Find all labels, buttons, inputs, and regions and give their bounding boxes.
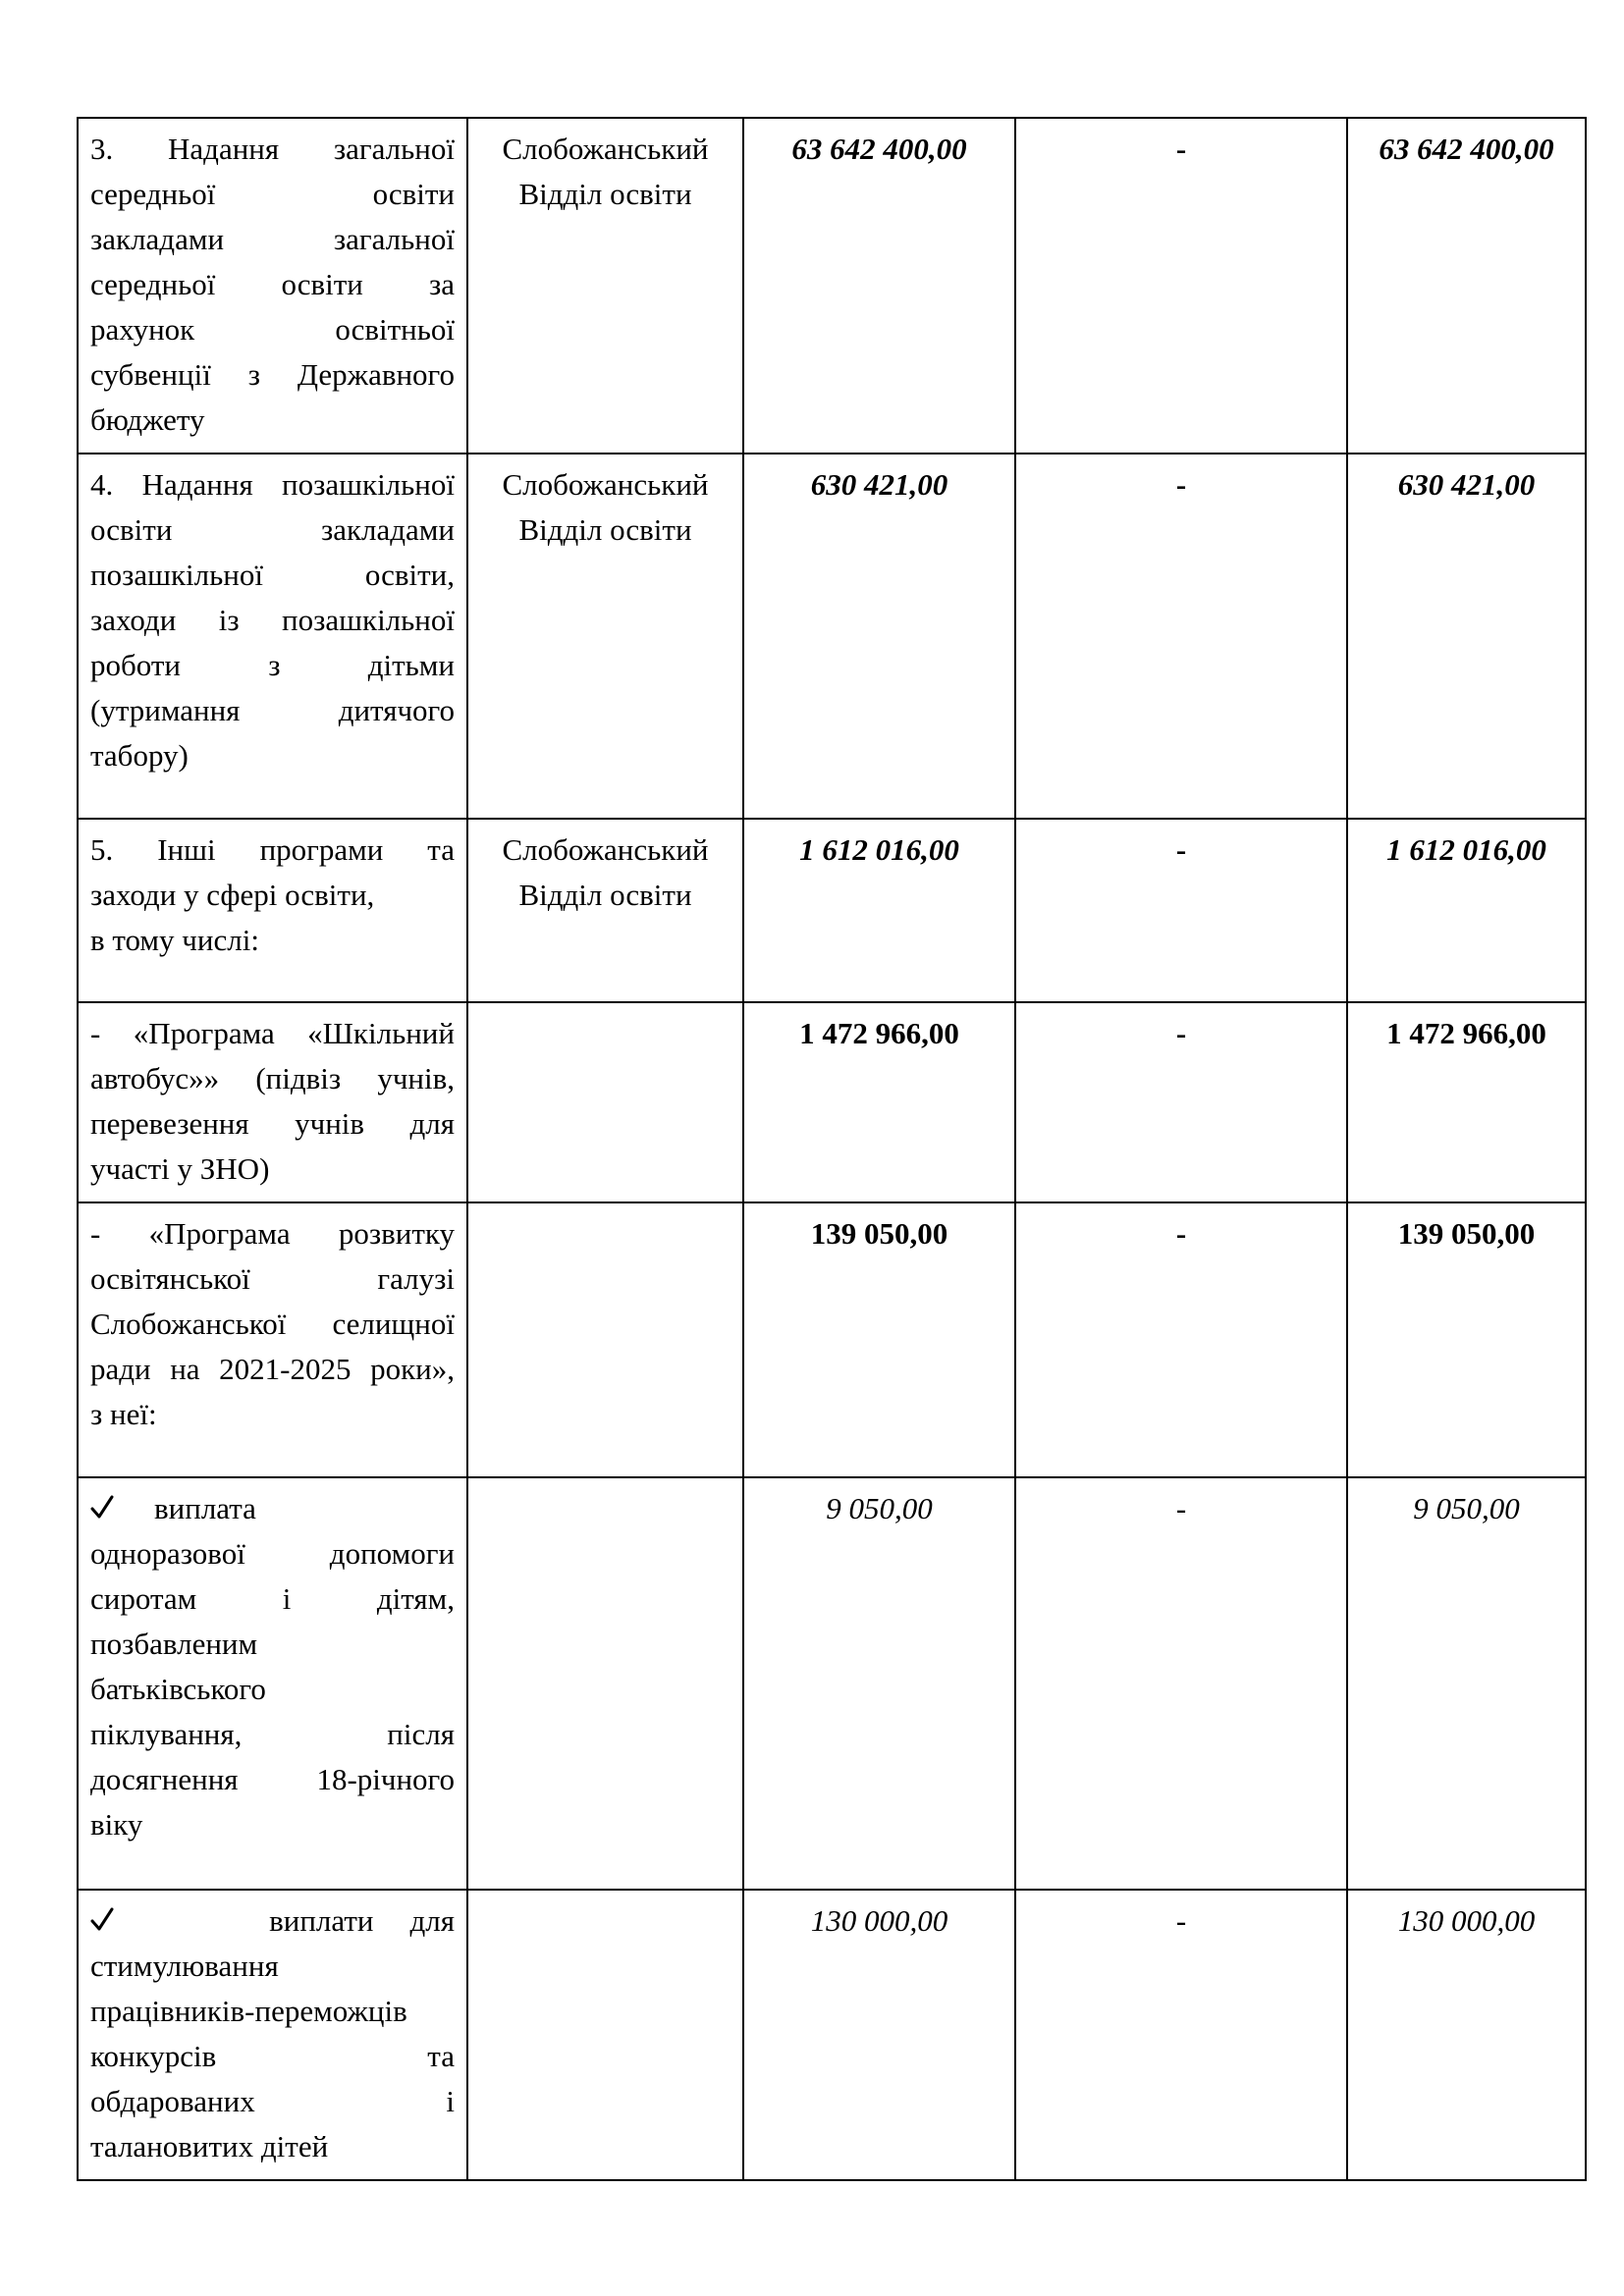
text-line: ради на 2021-2025 роки», [90,1352,455,1386]
text-line: віку [90,1807,143,1842]
text-line: заходи у сфері освіти, [90,878,375,912]
text-line: 3. Надання загальної [90,132,455,166]
text-line: - «Програма «Шкільний [90,1016,455,1050]
total-cell: 1 612 016,00 [1347,819,1586,1002]
text-line: бюджету [90,402,205,437]
department-cell [467,1202,743,1477]
text-line: участі у ЗНО) [90,1151,270,1186]
text-line: роботи з дітьми [90,648,455,682]
table-row [78,1890,1586,2180]
department-cell [467,1890,743,2180]
text-line: з неї: [90,1397,157,1431]
total-cell: 63 642 400,00 [1347,118,1586,454]
text-line: піклування, після [90,1717,455,1751]
check-icon [90,1486,124,1531]
total-cell: 130 000,00 [1347,1890,1586,2180]
special-fund-cell: - [1015,118,1347,454]
total-cell: 9 050,00 [1347,1477,1586,1890]
text-line: сиротам і дітям, [90,1581,455,1616]
table-row [78,819,1586,1002]
program-name-cell [78,454,467,819]
text-line: стимулювання [90,1949,279,1983]
text-line: батьківського [90,1672,266,1706]
program-name-cell [78,819,467,1002]
program-name-cell [78,1002,467,1202]
department-cell [467,1477,743,1890]
text-line: одноразової допомоги [90,1536,455,1571]
department-cell: Слобожанський Відділ освіти [467,819,743,1002]
text-line: працівників-переможців [90,1994,407,2028]
table-row [78,1202,1586,1477]
special-fund-cell: - [1015,1477,1347,1890]
text-line: табору) [90,738,189,773]
special-fund-cell: - [1015,1202,1347,1477]
text-line: рахунок освітньої [90,312,455,347]
special-fund-cell: - [1015,1002,1347,1202]
text-line [90,1898,455,1944]
general-fund-cell: 63 642 400,00 [743,118,1015,454]
special-fund-cell: - [1015,819,1347,1002]
text-line: середньої освіти за [90,267,455,301]
text-line: середньої освіти [90,177,455,211]
text-line: (утримання дитячого [90,693,455,727]
total-cell: 1 472 966,00 [1347,1002,1586,1202]
text-line: конкурсів та [90,2039,455,2073]
text-line: талановитих дітей [90,2129,329,2163]
text-line: 5. Інші програми та [90,832,455,867]
text-line: обдарованих і [90,2084,455,2118]
program-name-cell [78,1890,467,2180]
text-line: - «Програма розвитку [90,1216,455,1251]
department-cell: Слобожанський Відділ освіти [467,118,743,454]
text-line: 4. Надання позашкільної [90,467,455,502]
general-fund-cell: 139 050,00 [743,1202,1015,1477]
text-line: освіти закладами [90,512,455,547]
text-line: автобус»» (підвіз учнів, [90,1061,455,1095]
text-line: освітянської галузі [90,1261,455,1296]
special-fund-cell: - [1015,454,1347,819]
text-fragment: виплата [154,1491,256,1525]
special-fund-cell: - [1015,1890,1347,2180]
table-row [78,1477,1586,1890]
text-line: позбавленим [90,1627,258,1661]
program-name-cell [78,118,467,454]
general-fund-cell: 630 421,00 [743,454,1015,819]
text-line: позашкільної освіти, [90,558,455,592]
budget-table [77,117,1587,2181]
text-line: Слобожанської селищної [90,1307,455,1341]
text-line: закладами загальної [90,222,455,256]
text-line: заходи із позашкільної [90,603,455,637]
general-fund-cell: 130 000,00 [743,1890,1015,2180]
table-row [78,118,1586,454]
general-fund-cell: 9 050,00 [743,1477,1015,1890]
total-cell: 630 421,00 [1347,454,1586,819]
text-line [90,1486,455,1531]
general-fund-cell: 1 472 966,00 [743,1002,1015,1202]
text-line: перевезення учнів для [90,1106,455,1141]
table-row [78,1002,1586,1202]
text-line: в тому числі: [90,923,259,957]
text-fragment: виплати для [269,1903,455,1938]
text-line: субвенції з Державного [90,357,455,392]
program-name-cell [78,1202,467,1477]
general-fund-cell: 1 612 016,00 [743,819,1015,1002]
table-row [78,454,1586,819]
department-cell [467,1002,743,1202]
total-cell: 139 050,00 [1347,1202,1586,1477]
text-line: досягнення 18-річного [90,1762,455,1796]
check-icon [90,1898,124,1944]
program-name-cell [78,1477,467,1890]
department-cell: Слобожанський Відділ освіти [467,454,743,819]
